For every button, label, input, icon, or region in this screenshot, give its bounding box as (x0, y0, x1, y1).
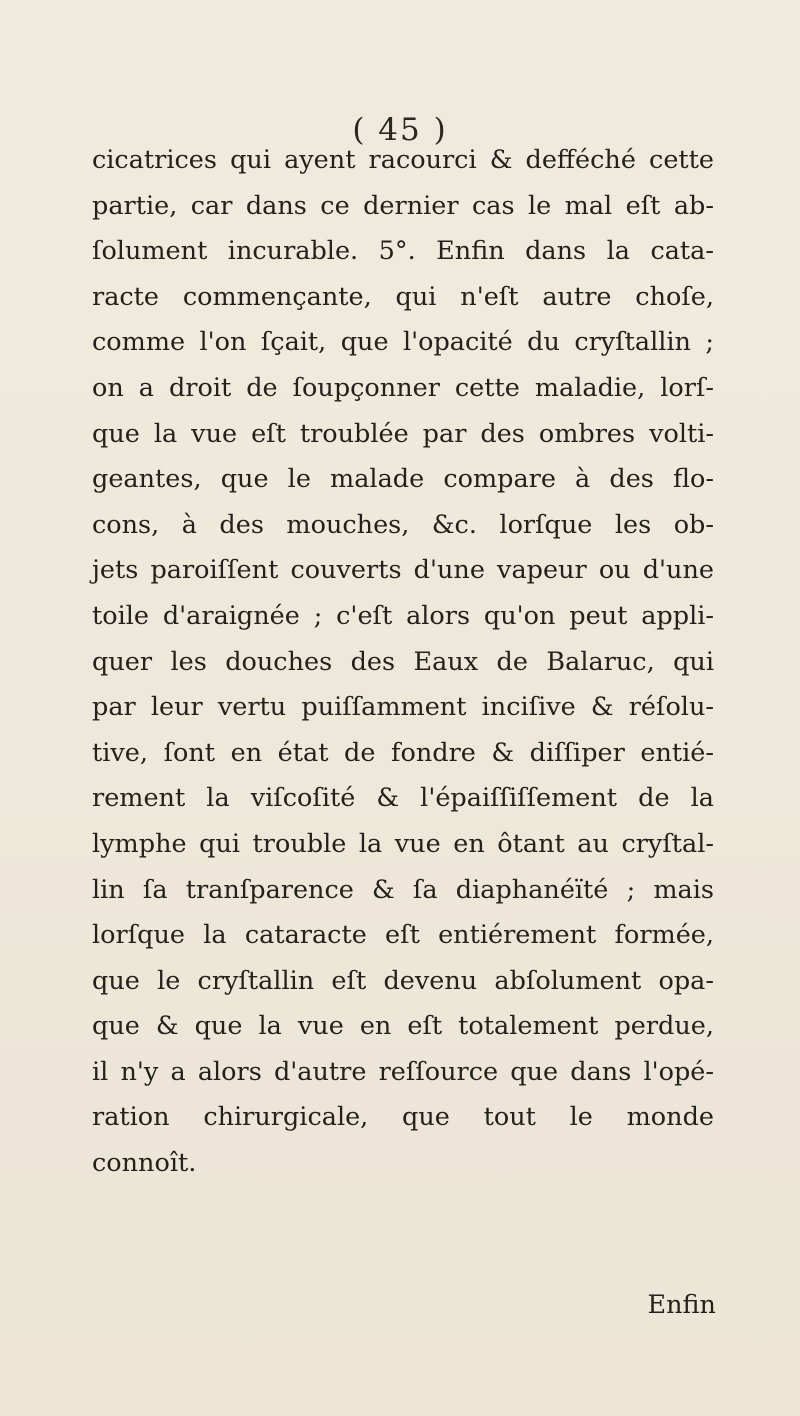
text-line: cicatrices qui ayent racourci & defféché cette (92, 145, 714, 175)
text-line: racte commençante, qui n'eſt autre choſe, (92, 281, 714, 312)
text-line: toile d'araignée ; c'eſt alors qu'on peut appli- (92, 600, 714, 631)
text-line: on a droit de ſoupçonner cette maladie, lorſ- (92, 372, 714, 403)
text-line: comme l'on ſçait, que l'opacité du cryſtallin ; (92, 327, 714, 358)
text-line: ration chirurgicale, que tout le monde (92, 1102, 714, 1133)
text-line: lymphe qui trouble la vue en ôtant au cryſtal- (92, 828, 714, 859)
catchword: Enfin (647, 1290, 716, 1320)
text-line: lorſque la cataracte eſt entiérement formée, (92, 920, 714, 951)
text-line: tive, ſont en état de fondre & diſſiper entié- (92, 737, 714, 768)
page-number: ( 45 ) (352, 112, 448, 148)
text-line: rement la viſcoſité & l'épaiſſiſſement de la (92, 783, 714, 814)
body-text (92, 138, 714, 1187)
text-line: jets paroiſſent couverts d'une vapeur ou d'une (92, 555, 714, 586)
text-line: par leur vertu puiſſamment inciſive & réſolu- (92, 692, 714, 723)
text-line: que & que la vue en eſt totalement perdue, (92, 1011, 714, 1042)
text-line: connoît. (92, 1148, 197, 1179)
text-line: geantes, que le malade compare à des flo- (92, 464, 714, 495)
text-line: ſolument incurable. 5°. Enfin dans la cata- (92, 236, 714, 267)
text-line: partie, car dans ce dernier cas le mal eſt ab- (92, 190, 714, 221)
text-line: que le cryſtallin eſt devenu abſolument opa- (92, 965, 714, 996)
text-line: il n'y a alors d'autre reſſource que dans l'opé- (92, 1056, 714, 1087)
text-line: cons, à des mouches, &c. lorſque les ob- (92, 509, 714, 540)
text-line: quer les douches des Eaux de Balaruc, qui (92, 646, 714, 677)
text-line: lin ſa tranſparence & ſa diaphanéïté ; mais (92, 874, 714, 905)
text-line: que la vue eſt troublée par des ombres volti- (92, 418, 714, 449)
